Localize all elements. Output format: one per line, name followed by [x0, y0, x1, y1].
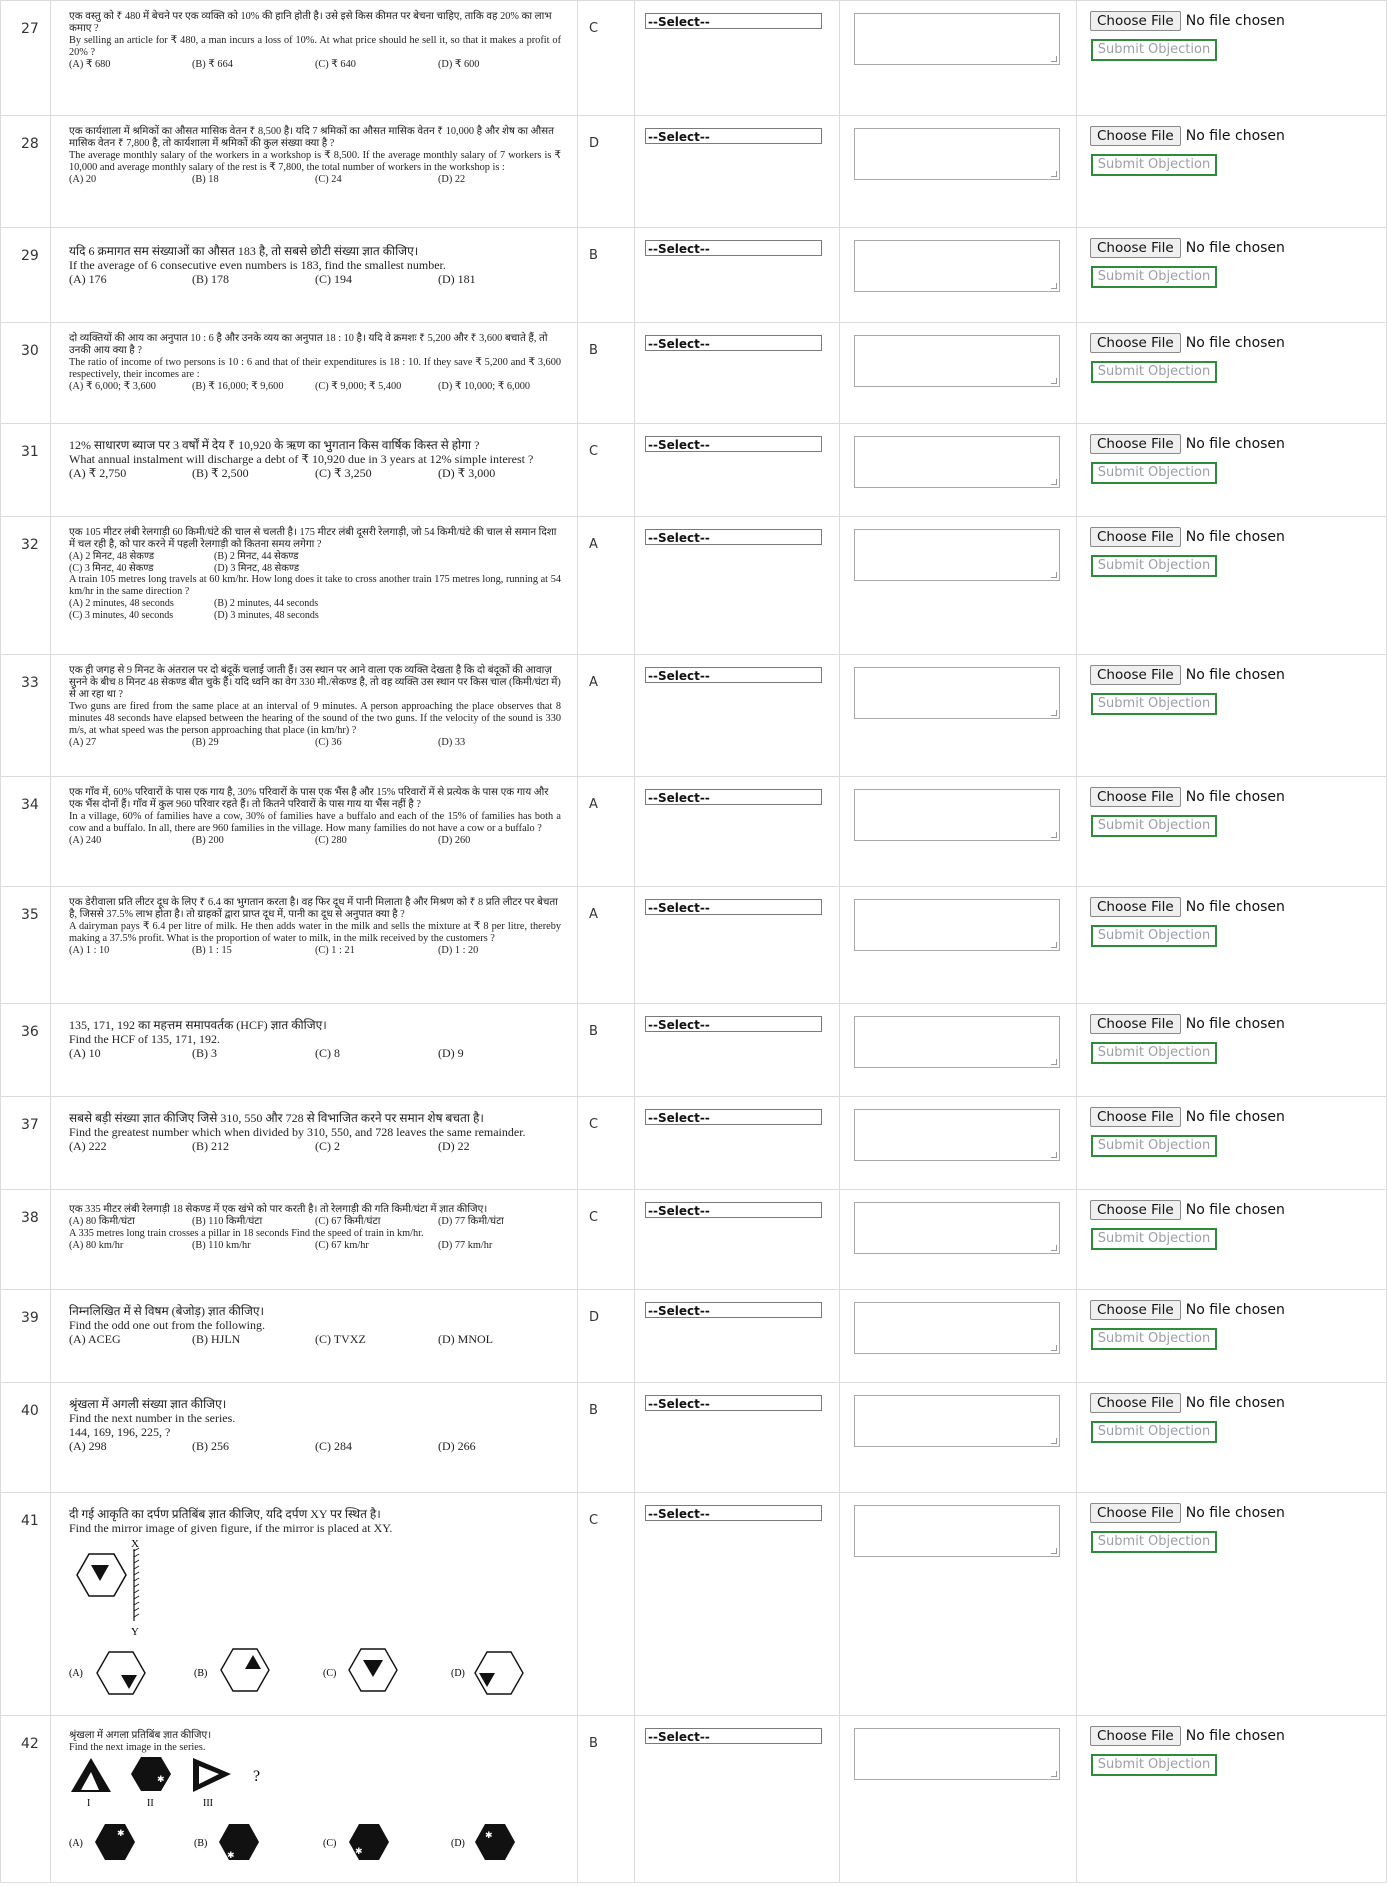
mirror-hatching [134, 1548, 139, 1617]
svg-text:III: III [203, 1798, 213, 1809]
option-b-figure [194, 1649, 269, 1691]
svg-text:II: II [147, 1798, 154, 1809]
question-text: एक 335 मीटर लंबी रेलगाड़ी 18 सेकण्ड में एक खंभे को पार करती है। तो रेलगाड़ी की गति किमी/घंटा में ज्ञात कीजिए। (A) 80 किमी/घंटा (B) 110 किमी/घंटा (C) 67 किमी/घंटा (D) 77 किमी/घंटा A 335 metres long train crosses a pillar in 18 seconds Find the speed of train in km/hr. (A) 80 km/hr (B) 110 km/hr (C) 67 km/hr (D) 77 km/hr [69, 1204, 561, 1252]
answer-select[interactable]: --Select-- [645, 335, 822, 351]
answer-options: (A) ₹ 6,000; ₹ 3,600 (B) ₹ 16,000; ₹ 9,600 (C) ₹ 9,000; ₹ 5,400 (D) ₹ 10,000; ₹ 6,000 [69, 381, 531, 392]
answer-key: C [589, 1513, 599, 1528]
answer-select[interactable]: --Select-- [645, 529, 822, 545]
choose-file-button[interactable]: Choose File [1090, 1300, 1181, 1320]
remarks-textarea[interactable] [854, 1302, 1060, 1354]
answer-select[interactable]: --Select-- [645, 899, 822, 915]
number-series: 144, 169, 196, 225, ? [69, 1425, 171, 1439]
svg-text:✱: ✱ [485, 1830, 493, 1840]
remarks-textarea[interactable] [854, 1728, 1060, 1780]
remarks-textarea[interactable] [854, 1202, 1060, 1254]
choose-file-button[interactable]: Choose File [1090, 1200, 1181, 1220]
choose-file-button[interactable]: Choose File [1090, 897, 1181, 917]
question-number: 30 [21, 343, 39, 359]
file-status: No file chosen [1185, 1505, 1285, 1521]
question-text: सबसे बड़ी संख्या ज्ञात कीजिए जिसे 310, 550 और 728 से विभाजित करने पर समान शेष बचता है। Find the greatest number which when divided by 310, 550, and 728 leaves the same remainder. (A) 222 (B) 212 (C) 2 (D) 22 [69, 1111, 561, 1153]
choose-file-button[interactable]: Choose File [1090, 1014, 1181, 1034]
answer-key: C [589, 1210, 599, 1225]
svg-text:(A): (A) [69, 1838, 83, 1849]
svg-text:(D): (D) [451, 1668, 465, 1679]
choose-file-button[interactable]: Choose File [1090, 1503, 1181, 1523]
svg-text:✱: ✱ [355, 1846, 363, 1856]
answer-options: (A) 222 (B) 212 (C) 2 (D) 22 [69, 1139, 470, 1153]
answer-select[interactable]: --Select-- [645, 240, 822, 256]
answer-select[interactable]: --Select-- [645, 1395, 822, 1411]
file-status: No file chosen [1185, 529, 1285, 545]
series-figure-2 [131, 1757, 171, 1809]
answer-key: B [589, 1736, 598, 1751]
submit-objection-button[interactable]: Submit Objection [1091, 1754, 1217, 1776]
file-status: No file chosen [1185, 1202, 1285, 1218]
answer-select[interactable]: --Select-- [645, 667, 822, 683]
table-row [1, 1004, 1387, 1097]
svg-text:(D): (D) [451, 1838, 465, 1849]
question-number: 38 [21, 1210, 39, 1226]
answer-options: (A) 80 km/hr (B) 110 km/hr (C) 67 km/hr (D) 77 km/hr [69, 1240, 493, 1251]
answer-options: (A) ACEG (B) HJLN (C) TVXZ (D) MNOL [69, 1332, 493, 1346]
question-number: 42 [21, 1736, 39, 1752]
answer-key: B [589, 343, 598, 358]
answer-options: (A) 298 (B) 256 (C) 284 (D) 266 [69, 1439, 476, 1453]
table-row [1, 1190, 1387, 1290]
question-number: 27 [21, 21, 39, 37]
table-row [1, 116, 1387, 228]
answer-key: A [589, 675, 598, 690]
remarks-textarea[interactable] [854, 240, 1060, 292]
answer-options: (A) 1 : 10 (B) 1 : 15 (C) 1 : 21 (D) 1 : 20 [69, 945, 479, 956]
question-text: श्रृंखला में अगला प्रतिबिंब ज्ञात कीजिए। Find the next image in the series. I ✱ II III ? (A) ✱ (B) ✱ (C) ✱ (D) ✱ [69, 1730, 561, 1874]
question-text: एक गाँव में, 60% परिवारों के पास एक गाय है, 30% परिवारों के पास एक भैंस है और 15% परिवारों में से प्रत्येक के पास एक गाय और एक भैंस दोनों हैं। गाँव में कुल 960 परिवार रहते हैं। तो कितने परिवारों के पास गाय या भैंस नहीं है ? In a village, 60% of families have a cow, 30% of families have a buffalo and each of the 15% of families has both a cow and a buffalo. In all, there are 960 families in the village. How many families do not have a cow or a buffalo ? (A) 240 (B) 200 (C) 280 (D) 260 [69, 787, 561, 846]
answer-options: (A) 2 minutes, 48 seconds (B) 2 minutes, 44 seconds (C) 3 minutes, 40 seconds (D) 3 minutes, 48 seconds [69, 598, 319, 621]
answer-select[interactable]: --Select-- [645, 436, 822, 452]
question-number: 33 [21, 675, 39, 691]
question-text: एक 105 मीटर लंबी रेलगाड़ी 60 किमी/घंटे की चाल से चलती है। 175 मीटर लंबी दूसरी रेलगाड़ी, जो 54 किमी/घंटे की चाल से समान दिशा में चल रही है, को पार करने में पहली रेलगाड़ी को कितना समय लगेगा ? (A) 2 मिनट, 48 सेकण्ड (B) 2 मिनट, 44 सेकण्ड (C) 3 मिनट, 40 सेकण्ड (D) 3 मिनट, 48 सेकण्ड A train 105 metres long travels at 60 km/hr. How long does it take to cross another train 175 metres long, running at 54 km/hr in the same direction ? (A) 2 minutes, 48 seconds (B) 2 minutes, 44 seconds (C) 3 minutes, 40 seconds (D) 3 minutes, 48 seconds [69, 527, 561, 621]
remarks-textarea[interactable] [854, 128, 1060, 180]
answer-key: C [589, 1117, 599, 1132]
question-text: श्रृंखला में अगली संख्या ज्ञात कीजिए। Find the next number in the series. 144, 169, 196, 225, ? (A) 298 (B) 256 (C) 284 (D) 266 [69, 1397, 561, 1453]
answer-options: (A) ₹ 680 (B) ₹ 664 (C) ₹ 640 (D) ₹ 600 [69, 59, 480, 70]
table-row [1, 323, 1387, 424]
option-d-figure [451, 1824, 515, 1860]
choose-file-button[interactable]: Choose File [1090, 1726, 1181, 1746]
remarks-textarea[interactable] [854, 667, 1060, 719]
svg-text:(C): (C) [323, 1838, 337, 1849]
option-a-figure [69, 1824, 135, 1860]
question-number: 34 [21, 797, 39, 813]
file-status: No file chosen [1185, 240, 1285, 256]
table-row [1, 887, 1387, 1004]
svg-text:I: I [87, 1798, 91, 1809]
answer-options: (A) 176 (B) 178 (C) 194 (D) 181 [69, 272, 476, 286]
svg-text:(C): (C) [323, 1668, 337, 1679]
question-number: 31 [21, 444, 39, 460]
question-number: 28 [21, 136, 39, 152]
image-series-figure [69, 1754, 559, 1874]
svg-text:✱: ✱ [227, 1850, 235, 1860]
table-row [1, 655, 1387, 777]
submit-objection-button[interactable]: Submit Objection [1091, 1135, 1217, 1157]
question-text: एक डेरीवाला प्रति लीटर दूध के लिए ₹ 6.4 का भुगतान करता है। वह फिर दूध में पानी मिलाता है और मिश्रण को ₹ 8 प्रति लीटर पर बेचता है, जिससे 37.5% लाभ होता है। तो ग्राहकों द्वारा प्राप्त दूध में, पानी का दूध से अनुपात क्या है ? A dairyman pays ₹ 6.4 per litre of milk. He then adds water in the milk and sells the mixture at ₹ 8 per litre, thereby making a 37.5% profit. What is the proportion of water to milk, in the milk received by the customers ? (A) 1 : 10 (B) 1 : 15 (C) 1 : 21 (D) 1 : 20 [69, 897, 561, 956]
table-row [1, 517, 1387, 655]
svg-text:✱: ✱ [117, 1828, 125, 1838]
table-row [1, 228, 1387, 323]
svg-text:✱: ✱ [157, 1775, 165, 1785]
svg-text:(B): (B) [194, 1668, 208, 1679]
remarks-textarea[interactable] [854, 529, 1060, 581]
answer-key: B [589, 1024, 598, 1039]
remarks-textarea[interactable] [854, 1395, 1060, 1447]
question-text: 12% साधारण ब्याज पर 3 वर्षों में देय ₹ 10,920 के ऋण का भुगतान किस वार्षिक किस्त से होगा ? What annual instalment will discharge a debt of ₹ 10,920 due in 3 years at 12% simple interest ? (A) ₹ 2,750 (B) ₹ 2,500 (C) ₹ 3,250 (D) ₹ 3,000 [69, 438, 561, 480]
file-status: No file chosen [1185, 1302, 1285, 1318]
submit-objection-button[interactable]: Submit Objection [1091, 693, 1217, 715]
question-text: दो व्यक्तियों की आय का अनुपात 10 : 6 है और उनके व्यय का अनुपात 18 : 10 है। यदि वे क्रमशः ₹ 5,200 और ₹ 3,600 बचाते हैं, तो उनकी आय क्या है ? The ratio of income of two persons is 10 : 6 and that of their expenditures is 18 : 10. If they save ₹ 5,200 and ₹ 3,600 respectively, their incomes are : (A) ₹ 6,000; ₹ 3,600 (B) ₹ 16,000; ₹ 9,600 (C) ₹ 9,000; ₹ 5,400 (D) ₹ 10,000; ₹ 6,000 [69, 333, 561, 392]
table-row [1, 424, 1387, 517]
submit-objection-button[interactable]: Submit Objection [1091, 361, 1217, 383]
choose-file-button[interactable]: Choose File [1090, 126, 1181, 146]
table-row [1, 1383, 1387, 1493]
submit-objection-button[interactable]: Submit Objection [1091, 815, 1217, 837]
submit-objection-button[interactable]: Submit Objection [1091, 39, 1217, 61]
question-number: 32 [21, 537, 39, 553]
file-status: No file chosen [1185, 1728, 1285, 1744]
table-row [1, 1493, 1387, 1716]
choose-file-button[interactable]: Choose File [1090, 333, 1181, 353]
answer-key: B [589, 1403, 598, 1418]
file-status: No file chosen [1185, 1395, 1285, 1411]
remarks-textarea[interactable] [854, 1016, 1060, 1068]
file-status: No file chosen [1185, 13, 1285, 29]
answer-select[interactable]: --Select-- [645, 128, 822, 144]
file-status: No file chosen [1185, 899, 1285, 915]
question-number: 35 [21, 907, 39, 923]
option-c-figure [323, 1824, 389, 1860]
submit-objection-button[interactable]: Submit Objection [1091, 925, 1217, 947]
answer-key: D [589, 136, 600, 151]
file-status: No file chosen [1185, 1016, 1285, 1032]
remarks-textarea[interactable] [854, 1505, 1060, 1557]
answer-key: C [589, 444, 599, 459]
answer-key: A [589, 907, 598, 922]
remarks-textarea[interactable] [854, 789, 1060, 841]
submit-objection-button[interactable]: Submit Objection [1091, 1042, 1217, 1064]
answer-select[interactable]: --Select-- [645, 1728, 822, 1744]
question-number: 29 [21, 248, 39, 264]
svg-text:(B): (B) [194, 1838, 208, 1849]
answer-select[interactable]: --Select-- [645, 1505, 822, 1521]
table-row [1, 1290, 1387, 1383]
answer-select[interactable]: --Select-- [645, 789, 822, 805]
file-status: No file chosen [1185, 335, 1285, 351]
answer-options: (A) ₹ 2,750 (B) ₹ 2,500 (C) ₹ 3,250 (D) ₹ 3,000 [69, 466, 496, 480]
question-number: 37 [21, 1117, 39, 1133]
question-text: एक ही जगह से 9 मिनट के अंतराल पर दो बंदूकें चलाई जाती हैं। उस स्थान पर आने वाला एक व्यक्ति देखता है कि दो बंदूकों की आवाज़ सुनने के बीच 8 मिनट 48 सेकण्ड बीत चुके हैं। यदि ध्वनि का वेग 330 मी./सेकण्ड है, तो वह व्यक्ति उस स्थान पर किस चाल (किमी/घंटा में) से आ रहा था ? Two guns are fired from the same place at an interval of 9 minutes. A person approaching the place observes that 8 minutes 48 seconds have elapsed between the hearing of the sound of the two guns. If the velocity of the sound is 330 m/s, at what speed was the person approaching that place (in km/hr) ? (A) 27 (B) 29 (C) 36 (D) 33 [69, 665, 561, 748]
table-row [1, 1, 1387, 116]
answer-select[interactable]: --Select-- [645, 1302, 822, 1318]
answer-select[interactable]: --Select-- [645, 1202, 822, 1218]
answer-select[interactable]: --Select-- [645, 1109, 822, 1125]
submit-objection-button[interactable]: Submit Objection [1091, 154, 1217, 176]
choose-file-button[interactable]: Choose File [1090, 238, 1181, 258]
answer-options: (A) 20 (B) 18 (C) 24 (D) 22 [69, 174, 466, 185]
choose-file-button[interactable]: Choose File [1090, 787, 1181, 807]
answer-key: A [589, 537, 598, 552]
question-text: यदि 6 क्रमागत सम संख्याओं का औसत 183 है, तो सबसे छोटी संख्या ज्ञात कीजिए। If the average of 6 consecutive even numbers is 183, find the smallest number. (A) 176 (B) 178 (C) 194 (D) 181 [69, 244, 561, 286]
remarks-textarea[interactable] [854, 436, 1060, 488]
question-number: 39 [21, 1310, 39, 1326]
mirror-figure [69, 1535, 559, 1700]
submit-objection-button[interactable]: Submit Objection [1091, 462, 1217, 484]
file-status: No file chosen [1185, 667, 1285, 683]
question-text: निम्नलिखित में से विषम (बेजोड़) ज्ञात कीजिए। Find the odd one out from the following. (A) ACEG (B) HJLN (C) TVXZ (D) MNOL [69, 1304, 561, 1346]
option-d-figure [451, 1652, 523, 1694]
answer-select[interactable]: --Select-- [645, 1016, 822, 1032]
submit-objection-button[interactable]: Submit Objection [1091, 1421, 1217, 1443]
submit-objection-button[interactable]: Submit Objection [1091, 266, 1217, 288]
answer-select[interactable]: --Select-- [645, 13, 822, 29]
submit-objection-button[interactable]: Submit Objection [1091, 1228, 1217, 1250]
question-text: 135, 171, 192 का महत्तम समापवर्तक (HCF) ज्ञात कीजिए। Find the HCF of 135, 171, 192. (A) 10 (B) 3 (C) 8 (D) 9 [69, 1018, 561, 1060]
table-row [1, 1097, 1387, 1190]
answer-options: (A) 240 (B) 200 (C) 280 (D) 260 [69, 835, 471, 846]
answer-options: (A) 27 (B) 29 (C) 36 (D) 33 [69, 737, 466, 748]
file-status: No file chosen [1185, 128, 1285, 144]
remarks-textarea[interactable] [854, 13, 1060, 65]
series-figure-1 [71, 1758, 111, 1809]
choose-file-button[interactable]: Choose File [1090, 1393, 1181, 1413]
option-b-figure [194, 1824, 259, 1860]
question-number: 40 [21, 1403, 39, 1419]
answer-key: A [589, 797, 598, 812]
submit-objection-button[interactable]: Submit Objection [1091, 1531, 1217, 1553]
svg-text:(A): (A) [69, 1668, 83, 1679]
option-c-figure [323, 1649, 397, 1691]
file-status: No file chosen [1185, 436, 1285, 452]
answer-key: B [589, 248, 598, 263]
choose-file-button[interactable]: Choose File [1090, 665, 1181, 685]
question-text: एक कार्यशाला में श्रमिकों का औसत मासिक वेतन ₹ 8,500 है। यदि 7 श्रमिकों का औसत मासिक वेतन ₹ 10,000 है और शेष का औसत मासिक वेतन ₹ 7,800 है, तो कार्यशाला में श्रमिकों की कुल संख्या क्या है ? The average monthly salary of the workers in a workshop is ₹ 8,500. If the average monthly salary of 7 workers is ₹ 10,000 and average monthly salary of the rest is ₹ 7,800, the total number of workers in the workshop is : (A) 20 (B) 18 (C) 24 (D) 22 [69, 126, 561, 185]
question-text: दी गई आकृति का दर्पण प्रतिबिंब ज्ञात कीजिए, यदि दर्पण XY पर स्थित है। Find the mirror image of given figure, if the mirror is placed at XY. X Y (A) (B) (C) (D) [69, 1507, 561, 1700]
submit-objection-button[interactable]: Submit Objection [1091, 1328, 1217, 1350]
question-number: 41 [21, 1513, 39, 1529]
remarks-textarea[interactable] [854, 899, 1060, 951]
answer-options-hindi: (A) 2 मिनट, 48 सेकण्ड (B) 2 मिनट, 44 सेकण्ड (C) 3 मिनट, 40 सेकण्ड (D) 3 मिनट, 48 सेकण्ड [69, 551, 300, 574]
answer-key: D [589, 1310, 600, 1325]
submit-objection-button[interactable]: Submit Objection [1091, 555, 1217, 577]
file-status: No file chosen [1185, 1109, 1285, 1125]
given-hexagon-figure [77, 1554, 126, 1596]
choose-file-button[interactable]: Choose File [1090, 11, 1181, 31]
series-figure-3 [193, 1758, 231, 1809]
choose-file-button[interactable]: Choose File [1090, 434, 1181, 454]
answer-options-hindi: (A) 80 किमी/घंटा (B) 110 किमी/घंटा (C) 67 किमी/घंटा (D) 77 किमी/घंटा [69, 1216, 504, 1227]
answer-key: C [589, 21, 599, 36]
remarks-textarea[interactable] [854, 1109, 1060, 1161]
table-row [1, 777, 1387, 887]
choose-file-button[interactable]: Choose File [1090, 1107, 1181, 1127]
remarks-textarea[interactable] [854, 335, 1060, 387]
table-row [1, 1716, 1387, 1883]
file-status: No file chosen [1185, 789, 1285, 805]
option-a-figure [69, 1652, 145, 1694]
answer-options: (A) 10 (B) 3 (C) 8 (D) 9 [69, 1046, 464, 1060]
mirror-label-y: Y [131, 1626, 139, 1638]
mirror-label-x: X [131, 1538, 139, 1550]
question-mark: ? [253, 1768, 261, 1785]
choose-file-button[interactable]: Choose File [1090, 527, 1181, 547]
question-text: एक वस्तु को ₹ 480 में बेचने पर एक व्यक्ति को 10% की हानि होती है। उसे इसे किस कीमत पर बेचना चाहिए, ताकि वह 20% का लाभ कमाए ? By selling an article for ₹ 480, a man incurs a loss of 10%. At what price should he sell it, so that it makes a profit of 20% ? (A) ₹ 680 (B) ₹ 664 (C) ₹ 640 (D) ₹ 600 [69, 11, 561, 70]
question-number: 36 [21, 1024, 39, 1040]
